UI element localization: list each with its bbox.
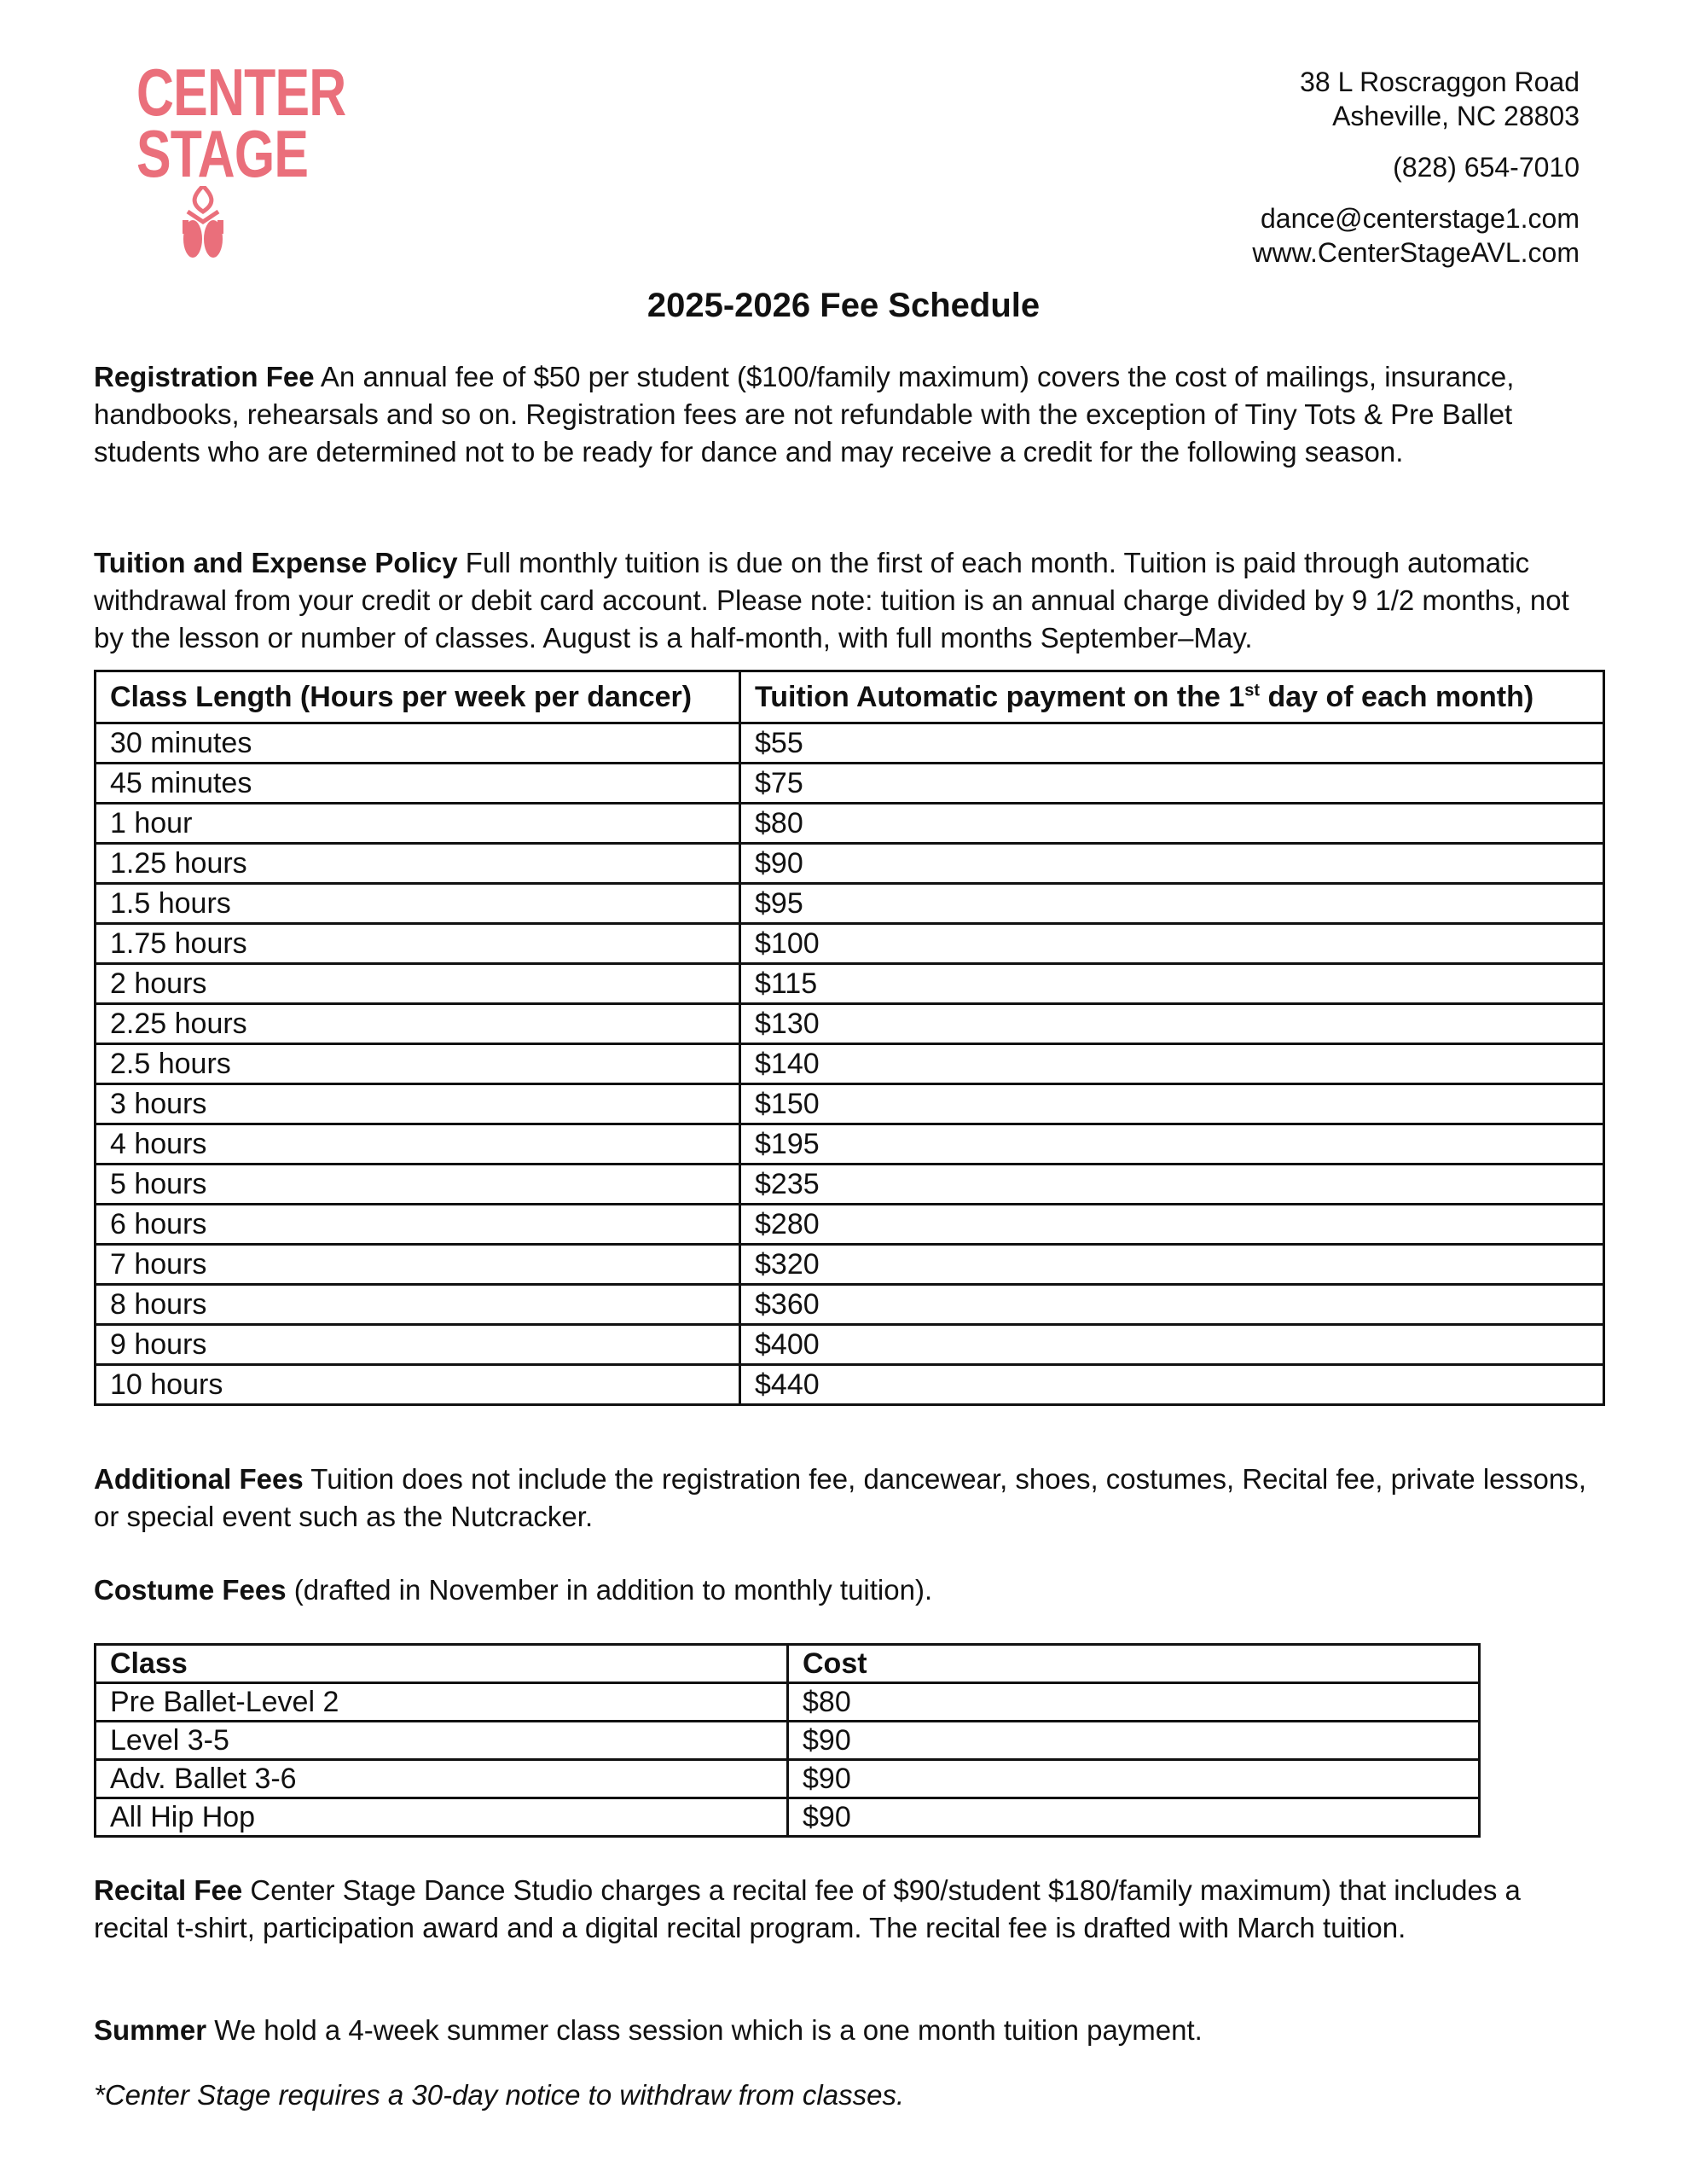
recital-fee-paragraph <box>94 1872 1595 1947</box>
table-row <box>96 964 1604 1004</box>
tuition-cell: $75 <box>740 764 1604 804</box>
email-link[interactable]: dance@centerstage1.com <box>1260 203 1580 234</box>
tuition-cell: $195 <box>740 1124 1604 1165</box>
summer-text: We hold a 4-week summer class session which is a one month tuition payment. <box>206 2014 1203 2046</box>
header-cost: Cost <box>788 1645 1480 1683</box>
table-row <box>96 1760 1480 1798</box>
class-length-cell: 3 hours <box>96 1084 740 1124</box>
tuition-cell: $130 <box>740 1004 1604 1044</box>
address-line-1: 38 L Roscraggon Road <box>1300 67 1580 97</box>
tuition-cell: $150 <box>740 1084 1604 1124</box>
tuition-policy-text: Full monthly tuition is due on the first of each month. Tuition is paid through automatic withdrawal from your credit or debit card account. Please note: tuition is an annual charge divided by 9 1/2 months, not by the lesson or number of classes. August is a half-month, with full months September–May. <box>94 547 1569 653</box>
table-row <box>96 1798 1480 1837</box>
class-length-cell: 2.25 hours <box>96 1004 740 1044</box>
costume-cost-cell: $90 <box>788 1760 1480 1798</box>
tuition-cell: $360 <box>740 1285 1604 1325</box>
recital-fee-text: Center Stage Dance Studio charges a recital fee of $90/student $180/family maximum) that includes a recital t-shirt, participation award and a digital recital program. The recital fee is drafted with March tuition. <box>94 1874 1521 1943</box>
header-class-length: Class Length (Hours per week per dancer) <box>96 671 740 723</box>
costume-class-cell: Pre Ballet-Level 2 <box>96 1683 788 1722</box>
table-row <box>96 1044 1604 1084</box>
tuition-cell: $115 <box>740 964 1604 1004</box>
summer-heading: Summer <box>94 2014 207 2046</box>
withdrawal-footnote: *Center Stage requires a 30-day notice to withdraw from classes. <box>94 2079 905 2111</box>
table-row <box>96 1325 1604 1365</box>
costume-class-cell: Level 3-5 <box>96 1722 788 1760</box>
costume-fees-heading: Costume Fees <box>94 1574 287 1606</box>
costume-table <box>94 1643 1481 1838</box>
logo-line-2: STAGE <box>136 116 309 191</box>
recital-fee-heading: Recital Fee <box>94 1874 243 1906</box>
additional-fees-paragraph <box>94 1461 1595 1536</box>
class-length-cell: 1.25 hours <box>96 844 740 884</box>
additional-fees-heading: Additional Fees <box>94 1463 304 1495</box>
tuition-table-header <box>96 671 1604 723</box>
costume-table-header <box>96 1645 1480 1683</box>
tuition-cell: $320 <box>740 1245 1604 1285</box>
tuition-cell: $140 <box>740 1044 1604 1084</box>
class-length-cell: 7 hours <box>96 1245 740 1285</box>
table-row <box>96 844 1604 884</box>
table-row <box>96 764 1604 804</box>
table-row <box>96 1165 1604 1205</box>
page-title: 2025-2026 Fee Schedule <box>646 287 1041 324</box>
class-length-cell: 8 hours <box>96 1285 740 1325</box>
tuition-policy-heading: Tuition and Expense Policy <box>94 547 458 578</box>
tuition-cell: $235 <box>740 1165 1604 1205</box>
center-stage-logo <box>118 55 346 263</box>
ballet-shoes-icon <box>169 186 237 263</box>
class-length-cell: 5 hours <box>96 1165 740 1205</box>
class-length-cell: 1.5 hours <box>96 884 740 924</box>
additional-fees-text: Tuition does not include the registration fee, dancewear, shoes, costumes, Recital fee, private lessons, or special event such as the Nutcracker. <box>94 1463 1586 1532</box>
class-length-cell: 9 hours <box>96 1325 740 1365</box>
header-class: Class <box>96 1645 788 1683</box>
tuition-cell: $440 <box>740 1365 1604 1405</box>
tuition-cell: $400 <box>740 1325 1604 1365</box>
costume-cost-cell: $80 <box>788 1683 1480 1722</box>
address-line-2: Asheville, NC 28803 <box>1332 101 1580 131</box>
table-row <box>96 723 1604 764</box>
registration-fee-heading: Registration Fee <box>94 361 315 392</box>
website-link[interactable]: www.CenterStageAVL.com <box>1252 237 1580 268</box>
table-row <box>96 1004 1604 1044</box>
class-length-cell: 45 minutes <box>96 764 740 804</box>
registration-fee-paragraph <box>94 358 1595 471</box>
class-length-cell: 2.5 hours <box>96 1044 740 1084</box>
class-length-cell: 2 hours <box>96 964 740 1004</box>
table-row <box>96 1683 1480 1722</box>
tuition-cell: $90 <box>740 844 1604 884</box>
tuition-cell: $280 <box>740 1205 1604 1245</box>
tuition-cell: $80 <box>740 804 1604 844</box>
tuition-policy-paragraph <box>94 544 1595 657</box>
table-row <box>96 924 1604 964</box>
logo-line-1: CENTER <box>136 55 346 130</box>
table-row <box>96 1365 1604 1405</box>
table-row <box>96 884 1604 924</box>
header-tuition: Tuition Automatic payment on the 1st day of each month) <box>740 671 1604 723</box>
registration-fee-text: An annual fee of $50 per student ($100/family maximum) covers the cost of mailings, insurance, handbooks, rehearsals and so on. Registration fees are not refundable with the exception of Tiny Tots & Pre Ballet students who are determined not to be ready for dance and may receive a credit for the following season. <box>94 361 1515 468</box>
tuition-table <box>94 670 1605 1406</box>
costume-cost-cell: $90 <box>788 1798 1480 1837</box>
costume-fees-paragraph <box>94 1571 1595 1609</box>
class-length-cell: 6 hours <box>96 1205 740 1245</box>
table-row <box>96 804 1604 844</box>
class-length-cell: 30 minutes <box>96 723 740 764</box>
phone-number: (828) 654-7010 <box>1393 152 1580 183</box>
tuition-cell: $55 <box>740 723 1604 764</box>
tuition-cell: $100 <box>740 924 1604 964</box>
summer-paragraph <box>94 2012 1595 2049</box>
tuition-cell: $95 <box>740 884 1604 924</box>
table-row <box>96 1124 1604 1165</box>
table-row <box>96 1722 1480 1760</box>
class-length-cell: 1 hour <box>96 804 740 844</box>
class-length-cell: 1.75 hours <box>96 924 740 964</box>
contact-block <box>1252 65 1580 270</box>
table-row <box>96 1285 1604 1325</box>
costume-cost-cell: $90 <box>788 1722 1480 1760</box>
costume-class-cell: All Hip Hop <box>96 1798 788 1837</box>
table-row <box>96 1245 1604 1285</box>
class-length-cell: 10 hours <box>96 1365 740 1405</box>
class-length-cell: 4 hours <box>96 1124 740 1165</box>
table-row <box>96 1205 1604 1245</box>
costume-fees-text: (drafted in November in addition to monthly tuition). <box>286 1574 933 1606</box>
costume-class-cell: Adv. Ballet 3-6 <box>96 1760 788 1798</box>
table-row <box>96 1084 1604 1124</box>
